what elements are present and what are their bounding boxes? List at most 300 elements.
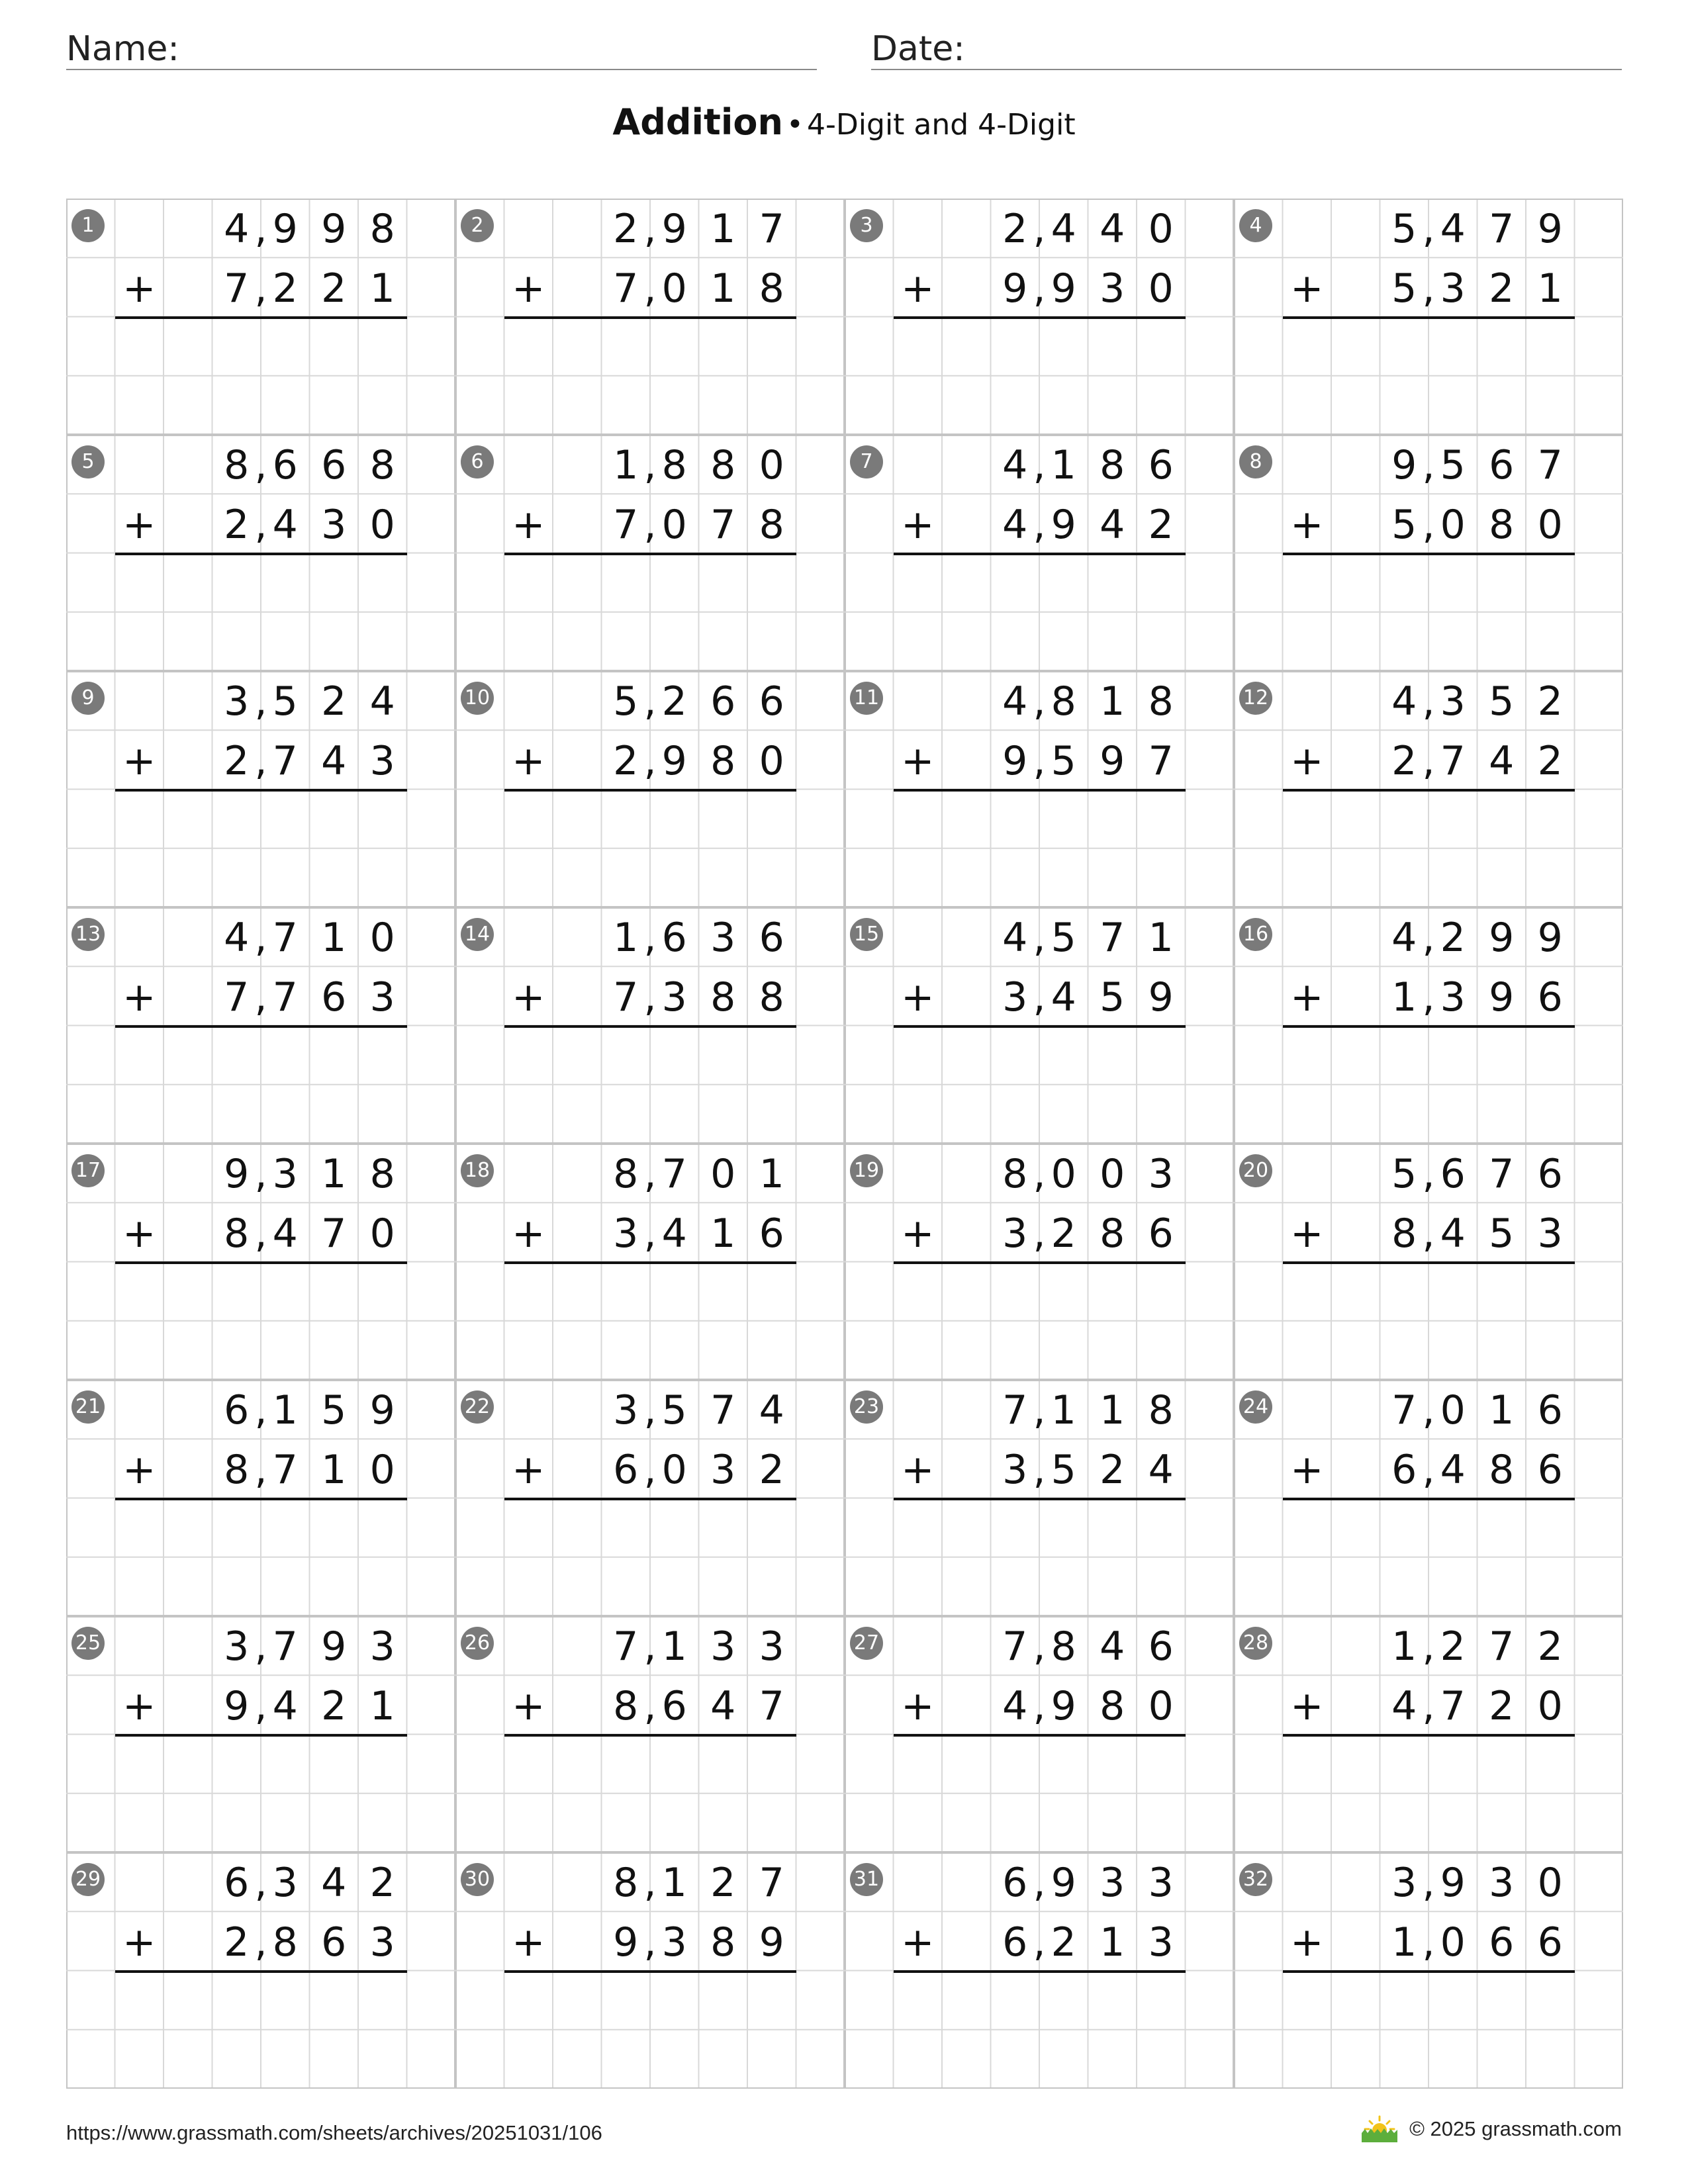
problem-number-badge: 4 <box>1239 209 1272 242</box>
problem-number-badge: 15 <box>850 918 883 951</box>
addend-bottom-digit: 2 <box>613 738 639 784</box>
addend-bottom-digit: 3 <box>661 974 687 1021</box>
footer-copyright: © 2025 grassmath.com <box>1409 2117 1622 2140</box>
addend-bottom-digit: 0 <box>1537 1683 1563 1729</box>
addend-top-digit: 7 <box>1391 1387 1417 1433</box>
addend-bottom-thousands-separator: , <box>643 265 657 312</box>
addend-top-digit: 9 <box>321 1623 347 1670</box>
addend-top-digit: 1 <box>1051 442 1076 488</box>
addend-bottom-thousands-separator: , <box>1033 1919 1046 1966</box>
addend-top-digit: 2 <box>321 678 347 725</box>
addend-top-digit: 1 <box>613 442 639 488</box>
addend-top-digit: 2 <box>661 678 687 725</box>
addend-bottom-digit: 2 <box>224 738 250 784</box>
addend-bottom-digit: 7 <box>1440 1683 1466 1729</box>
addend-top-digit: 8 <box>1051 1623 1076 1670</box>
problem-29 <box>66 1852 455 2089</box>
problem-number-badge: 22 <box>461 1390 494 1424</box>
name-label: Name: <box>66 29 179 69</box>
problem-19 <box>845 1144 1234 1380</box>
addend-top-digit: 3 <box>613 1387 639 1433</box>
answer-area[interactable] <box>991 1498 1186 1617</box>
problem-number-badge: 30 <box>461 1863 494 1896</box>
addend-bottom-digit: 2 <box>321 265 347 312</box>
addend-top-digit: 2 <box>1537 678 1563 725</box>
addend-top-digit: 2 <box>613 206 639 252</box>
addend-bottom-thousands-separator: , <box>1422 974 1435 1021</box>
addend-bottom-thousands-separator: , <box>254 502 267 548</box>
problem-22 <box>455 1380 845 1616</box>
answer-area[interactable] <box>991 1735 1186 1853</box>
addend-bottom-thousands-separator: , <box>1422 738 1435 784</box>
problem-18 <box>455 1144 845 1380</box>
addend-top-digit: 9 <box>224 1151 250 1197</box>
plus-sign: + <box>901 1210 935 1257</box>
addend-bottom-digit: 5 <box>1489 1210 1515 1257</box>
addend-bottom-digit: 8 <box>710 738 736 784</box>
problem-1 <box>66 199 455 435</box>
addend-bottom-digit: 3 <box>369 974 395 1021</box>
answer-area[interactable] <box>1380 1262 1575 1381</box>
addend-bottom-digit: 8 <box>759 974 784 1021</box>
addend-top-digit: 8 <box>613 1151 639 1197</box>
answer-area[interactable] <box>1380 1735 1575 1853</box>
addend-top-digit: 6 <box>1002 1860 1028 1906</box>
addend-bottom-digit: 9 <box>1051 1683 1076 1729</box>
addend-bottom-digit: 5 <box>1100 974 1125 1021</box>
addend-bottom-digit: 3 <box>1440 974 1466 1021</box>
addend-bottom-digit: 9 <box>1002 738 1028 784</box>
problem-11 <box>845 671 1234 907</box>
problem-27 <box>845 1616 1234 1852</box>
addend-bottom-digit: 5 <box>1051 1447 1076 1493</box>
plus-sign: + <box>901 974 935 1021</box>
name-field[interactable] <box>66 25 817 70</box>
problem-number-badge: 18 <box>461 1154 494 1187</box>
addend-bottom-digit: 3 <box>1002 1210 1028 1257</box>
addend-top-digit: 4 <box>321 1860 347 1906</box>
problem-number-badge: 1 <box>71 209 105 242</box>
addend-top-digit: 6 <box>224 1860 250 1906</box>
addend-top-digit: 5 <box>1391 1151 1417 1197</box>
addend-top-digit: 9 <box>321 206 347 252</box>
addend-bottom-thousands-separator: , <box>254 738 267 784</box>
answer-area[interactable] <box>602 317 796 435</box>
problem-7 <box>845 435 1234 671</box>
addend-bottom-thousands-separator: , <box>254 1919 267 1966</box>
answer-area[interactable] <box>991 317 1186 435</box>
answer-area[interactable] <box>991 553 1186 672</box>
addend-top-digit: 0 <box>710 1151 736 1197</box>
addend-bottom-digit: 8 <box>272 1919 298 1966</box>
addend-top-digit: 0 <box>1440 1387 1466 1433</box>
addend-top-digit: 9 <box>1391 442 1417 488</box>
answer-area[interactable] <box>602 790 796 908</box>
addend-bottom-digit: 2 <box>1051 1210 1076 1257</box>
addend-top-digit: 8 <box>1100 442 1125 488</box>
addend-bottom-digit: 4 <box>272 1210 298 1257</box>
addend-bottom-digit: 4 <box>1100 502 1125 548</box>
problem-5 <box>66 435 455 671</box>
answer-area[interactable] <box>1380 317 1575 435</box>
answer-area[interactable] <box>991 1971 1186 2089</box>
addend-top-digit: 7 <box>1489 1623 1515 1670</box>
addend-bottom-digit: 9 <box>1051 502 1076 548</box>
answer-area[interactable] <box>212 1971 407 2089</box>
answer-area[interactable] <box>1380 1971 1575 2089</box>
addend-bottom-digit: 6 <box>1537 1919 1563 1966</box>
addend-bottom-thousands-separator: , <box>254 1210 267 1257</box>
plus-sign: + <box>512 1210 545 1257</box>
problem-28 <box>1234 1616 1623 1852</box>
addend-bottom-digit: 1 <box>369 1683 395 1729</box>
addend-bottom-thousands-separator: , <box>1033 1210 1046 1257</box>
addend-top-digit: 2 <box>1440 1623 1466 1670</box>
addend-bottom-digit: 3 <box>1148 1919 1174 1966</box>
addend-bottom-digit: 9 <box>224 1683 250 1729</box>
addend-top-digit: 4 <box>759 1387 784 1433</box>
addend-bottom-digit: 3 <box>1002 974 1028 1021</box>
plus-sign: + <box>1290 1447 1324 1493</box>
addend-bottom-thousands-separator: , <box>1422 1210 1435 1257</box>
addend-bottom-digit: 3 <box>613 1210 639 1257</box>
addend-top-digit: 6 <box>1440 1151 1466 1197</box>
addend-bottom-digit: 3 <box>369 738 395 784</box>
addend-top-thousands-separator: , <box>1422 1860 1435 1906</box>
problem-number-badge: 8 <box>1239 445 1272 478</box>
addend-top-digit: 9 <box>1051 1860 1076 1906</box>
addend-top-digit: 8 <box>1148 678 1174 725</box>
addend-bottom-digit: 0 <box>1148 1683 1174 1729</box>
problem-20 <box>1234 1144 1623 1380</box>
addend-top-digit: 5 <box>613 678 639 725</box>
problem-17 <box>66 1144 455 1380</box>
addend-bottom-digit: 2 <box>224 1919 250 1966</box>
addend-top-digit: 8 <box>224 442 250 488</box>
plus-sign: + <box>1290 738 1324 784</box>
addend-bottom-digit: 7 <box>613 502 639 548</box>
addend-bottom-digit: 7 <box>272 974 298 1021</box>
plus-sign: + <box>1290 1210 1324 1257</box>
addend-top-digit: 4 <box>1002 915 1028 961</box>
addend-bottom-digit: 2 <box>224 502 250 548</box>
addend-top-thousands-separator: , <box>643 1860 657 1906</box>
title-subtitle: 4-Digit and 4-Digit <box>807 108 1076 142</box>
addend-top-digit: 7 <box>1002 1623 1028 1670</box>
problem-number-badge: 32 <box>1239 1863 1272 1896</box>
addend-bottom-digit: 7 <box>613 265 639 312</box>
addend-top-digit: 5 <box>1051 915 1076 961</box>
addend-bottom-digit: 7 <box>1148 738 1174 784</box>
addend-bottom-digit: 3 <box>1537 1210 1563 1257</box>
addend-top-thousands-separator: , <box>254 1860 267 1906</box>
addend-bottom-digit: 4 <box>1051 974 1076 1021</box>
addend-top-digit: 2 <box>369 1860 395 1906</box>
addend-top-digit: 3 <box>1148 1151 1174 1197</box>
addend-top-digit: 4 <box>1002 442 1028 488</box>
worksheet-title <box>0 101 1688 143</box>
problem-2 <box>455 199 845 435</box>
addend-top-digit: 4 <box>224 206 250 252</box>
addend-top-digit: 5 <box>1489 678 1515 725</box>
addend-top-digit: 1 <box>1100 1387 1125 1433</box>
addend-top-digit: 9 <box>1537 206 1563 252</box>
addend-bottom-digit: 3 <box>1002 1447 1028 1493</box>
addend-bottom-thousands-separator: , <box>254 1683 267 1729</box>
addend-top-digit: 6 <box>224 1387 250 1433</box>
footer-url: https://www.grassmath.com/sheets/archives/20251031/106 <box>66 2121 602 2144</box>
plus-sign: + <box>1290 265 1324 312</box>
addend-bottom-thousands-separator: , <box>1033 1447 1046 1493</box>
addend-bottom-digit: 8 <box>1100 1210 1125 1257</box>
addend-bottom-digit: 8 <box>1489 502 1515 548</box>
addend-top-digit: 7 <box>1002 1387 1028 1433</box>
addend-bottom-thousands-separator: , <box>643 738 657 784</box>
addend-top-thousands-separator: , <box>1422 1623 1435 1670</box>
addend-top-digit: 4 <box>1002 678 1028 725</box>
addend-bottom-thousands-separator: , <box>643 974 657 1021</box>
addend-bottom-digit: 6 <box>1002 1919 1028 1966</box>
answer-area[interactable] <box>212 317 407 435</box>
addend-top-digit: 5 <box>321 1387 347 1433</box>
plus-sign: + <box>901 1447 935 1493</box>
plus-sign: + <box>122 974 156 1021</box>
plus-sign: + <box>122 1447 156 1493</box>
addend-top-thousands-separator: , <box>1422 1387 1435 1433</box>
addend-bottom-digit: 2 <box>1100 1447 1125 1493</box>
addend-top-digit: 5 <box>1391 206 1417 252</box>
addend-top-digit: 4 <box>1391 678 1417 725</box>
plus-sign: + <box>122 1210 156 1257</box>
problem-10 <box>455 671 845 907</box>
addend-top-thousands-separator: , <box>643 1387 657 1433</box>
plus-sign: + <box>901 1683 935 1729</box>
addend-top-digit: 6 <box>759 915 784 961</box>
problem-number-badge: 23 <box>850 1390 883 1424</box>
addend-top-digit: 6 <box>1537 1151 1563 1197</box>
addend-bottom-thousands-separator: , <box>1422 265 1435 312</box>
addend-bottom-digit: 2 <box>321 1683 347 1729</box>
problem-14 <box>455 907 845 1144</box>
problem-31 <box>845 1852 1234 2089</box>
addend-bottom-digit: 3 <box>1440 265 1466 312</box>
answer-area[interactable] <box>1380 1026 1575 1144</box>
addend-bottom-digit: 4 <box>661 1210 687 1257</box>
addend-top-digit: 3 <box>1440 678 1466 725</box>
grass-sun-logo-icon <box>1359 2115 1400 2144</box>
addend-bottom-digit: 2 <box>1489 1683 1515 1729</box>
plus-sign: + <box>512 502 545 548</box>
addend-bottom-digit: 2 <box>1537 738 1563 784</box>
addend-top-thousands-separator: , <box>643 678 657 725</box>
addend-top-thousands-separator: , <box>1033 678 1046 725</box>
plus-sign: + <box>1290 502 1324 548</box>
addend-bottom-digit: 5 <box>1051 738 1076 784</box>
addend-bottom-digit: 3 <box>1100 265 1125 312</box>
addend-bottom-digit: 7 <box>710 502 736 548</box>
addend-bottom-digit: 4 <box>321 738 347 784</box>
addend-top-digit: 1 <box>1100 678 1125 725</box>
addend-top-digit: 6 <box>1489 442 1515 488</box>
addend-bottom-thousands-separator: , <box>1033 502 1046 548</box>
addend-top-digit: 6 <box>759 678 784 725</box>
addend-top-digit: 3 <box>710 915 736 961</box>
plus-sign: + <box>122 1683 156 1729</box>
answer-area[interactable] <box>212 553 407 672</box>
answer-area[interactable] <box>212 790 407 908</box>
answer-area[interactable] <box>602 1262 796 1381</box>
addend-top-digit: 1 <box>1051 1387 1076 1433</box>
addend-bottom-digit: 5 <box>1391 502 1417 548</box>
addend-bottom-digit: 8 <box>613 1683 639 1729</box>
addend-top-digit: 1 <box>661 1623 687 1670</box>
addend-top-digit: 6 <box>1148 1623 1174 1670</box>
problem-grid <box>66 199 1623 2089</box>
plus-sign: + <box>901 1919 935 1966</box>
problem-number-badge: 10 <box>461 682 494 715</box>
addend-top-digit: 2 <box>1440 915 1466 961</box>
addend-top-digit: 3 <box>369 1623 395 1670</box>
answer-area[interactable] <box>602 1026 796 1144</box>
addend-top-thousands-separator: , <box>643 1623 657 1670</box>
addend-bottom-digit: 2 <box>1051 1919 1076 1966</box>
addend-top-digit: 5 <box>1440 442 1466 488</box>
addend-top-digit: 1 <box>321 915 347 961</box>
addend-top-digit: 3 <box>1391 1860 1417 1906</box>
answer-area[interactable] <box>1380 1498 1575 1617</box>
addend-bottom-thousands-separator: , <box>1422 1919 1435 1966</box>
addend-top-thousands-separator: , <box>254 1151 267 1197</box>
addend-top-digit: 4 <box>369 678 395 725</box>
addend-bottom-digit: 7 <box>224 265 250 312</box>
addend-top-digit: 0 <box>1100 1151 1125 1197</box>
problem-number-badge: 6 <box>461 445 494 478</box>
addend-top-digit: 7 <box>710 1387 736 1433</box>
addend-top-thousands-separator: , <box>254 678 267 725</box>
answer-area[interactable] <box>602 553 796 672</box>
addend-bottom-thousands-separator: , <box>254 974 267 1021</box>
plus-sign: + <box>122 502 156 548</box>
plus-sign: + <box>1290 1919 1324 1966</box>
problem-24 <box>1234 1380 1623 1616</box>
addend-bottom-digit: 9 <box>613 1919 639 1966</box>
addend-top-digit: 8 <box>369 206 395 252</box>
addend-bottom-digit: 4 <box>272 1683 298 1729</box>
problem-number-badge: 3 <box>850 209 883 242</box>
addend-bottom-thousands-separator: , <box>643 1683 657 1729</box>
answer-area[interactable] <box>212 1735 407 1853</box>
addend-top-digit: 1 <box>272 1387 298 1433</box>
addend-bottom-digit: 8 <box>759 265 784 312</box>
addend-top-digit: 7 <box>1100 915 1125 961</box>
addend-top-digit: 7 <box>759 206 784 252</box>
addend-bottom-digit: 0 <box>369 1447 395 1493</box>
addend-top-thousands-separator: , <box>1033 1387 1046 1433</box>
footer-brand <box>1359 2115 1622 2144</box>
answer-area[interactable] <box>212 1026 407 1144</box>
addend-top-digit: 2 <box>1002 206 1028 252</box>
addend-top-thousands-separator: , <box>254 1387 267 1433</box>
plus-sign: + <box>122 1919 156 1966</box>
addend-bottom-digit: 4 <box>710 1683 736 1729</box>
answer-area[interactable] <box>212 1262 407 1381</box>
answer-area[interactable] <box>991 1262 1186 1381</box>
addend-top-digit: 4 <box>1100 206 1125 252</box>
addend-top-digit: 8 <box>369 1151 395 1197</box>
problem-number-badge: 29 <box>71 1863 105 1896</box>
addend-bottom-digit: 4 <box>1489 738 1515 784</box>
problem-number-badge: 13 <box>71 918 105 951</box>
addend-top-digit: 1 <box>759 1151 784 1197</box>
addend-bottom-digit: 9 <box>1100 738 1125 784</box>
addend-bottom-thousands-separator: , <box>643 1919 657 1966</box>
addend-bottom-thousands-separator: , <box>1033 1683 1046 1729</box>
addend-bottom-digit: 0 <box>1148 265 1174 312</box>
problem-number-badge: 20 <box>1239 1154 1272 1187</box>
addend-top-digit: 3 <box>272 1151 298 1197</box>
addend-bottom-digit: 8 <box>224 1447 250 1493</box>
addend-top-digit: 1 <box>1148 915 1174 961</box>
answer-area[interactable] <box>602 1735 796 1853</box>
answer-area[interactable] <box>991 1026 1186 1144</box>
answer-area[interactable] <box>1380 553 1575 672</box>
addend-top-digit: 4 <box>1100 1623 1125 1670</box>
addend-bottom-digit: 6 <box>759 1210 784 1257</box>
addend-bottom-thousands-separator: , <box>643 1210 657 1257</box>
addend-bottom-digit: 7 <box>613 974 639 1021</box>
problem-number-badge: 17 <box>71 1154 105 1187</box>
answer-area[interactable] <box>602 1971 796 2089</box>
addend-bottom-digit: 3 <box>661 1919 687 1966</box>
addend-top-digit: 7 <box>661 1151 687 1197</box>
answer-area[interactable] <box>991 790 1186 908</box>
problem-32 <box>1234 1852 1623 2089</box>
problem-number-badge: 5 <box>71 445 105 478</box>
plus-sign: + <box>901 502 935 548</box>
addend-top-digit: 8 <box>1002 1151 1028 1197</box>
addend-bottom-digit: 6 <box>1537 1447 1563 1493</box>
addend-bottom-thousands-separator: , <box>1422 502 1435 548</box>
addend-bottom-digit: 0 <box>369 502 395 548</box>
addend-top-digit: 8 <box>661 442 687 488</box>
addend-bottom-digit: 5 <box>1391 265 1417 312</box>
plus-sign: + <box>1290 1683 1324 1729</box>
addend-top-digit: 9 <box>661 206 687 252</box>
addend-bottom-digit: 2 <box>759 1447 784 1493</box>
addend-bottom-digit: 7 <box>759 1683 784 1729</box>
plus-sign: + <box>512 1919 545 1966</box>
addend-bottom-digit: 6 <box>613 1447 639 1493</box>
addend-bottom-digit: 9 <box>1489 974 1515 1021</box>
answer-area[interactable] <box>212 1498 407 1617</box>
problem-4 <box>1234 199 1623 435</box>
addend-top-digit: 9 <box>272 206 298 252</box>
addend-top-digit: 7 <box>1489 1151 1515 1197</box>
date-field[interactable] <box>871 25 1622 70</box>
answer-area[interactable] <box>602 1498 796 1617</box>
addend-top-digit: 6 <box>1148 442 1174 488</box>
addend-bottom-digit: 6 <box>321 1919 347 1966</box>
problem-15 <box>845 907 1234 1144</box>
answer-area[interactable] <box>1380 790 1575 908</box>
addend-bottom-digit: 0 <box>661 1447 687 1493</box>
addend-top-digit: 8 <box>369 442 395 488</box>
addend-top-thousands-separator: , <box>1422 1151 1435 1197</box>
addend-top-digit: 3 <box>224 678 250 725</box>
addend-top-thousands-separator: , <box>1033 206 1046 252</box>
addend-bottom-thousands-separator: , <box>1422 1447 1435 1493</box>
addend-top-digit: 1 <box>321 1151 347 1197</box>
